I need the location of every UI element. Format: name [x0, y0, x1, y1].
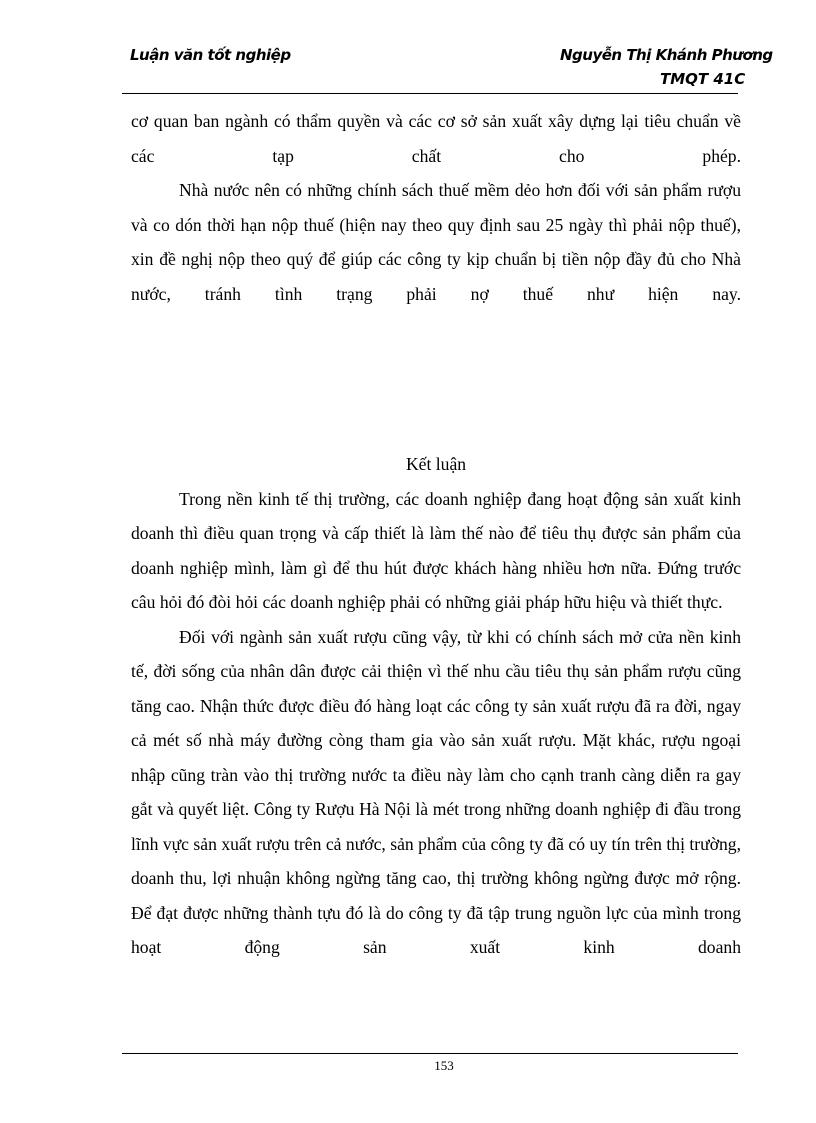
- body-block-recommendations: [131, 104, 741, 311]
- header-class-code: TMQT 41C: [660, 70, 746, 88]
- paragraph-1: cơ quan ban ngành có thẩm quyền và các cơ sở sản xuất xây dựng lại tiêu chuẩn về các tạp chất cho phép.: [131, 111, 741, 166]
- paragraph-2: Nhà nước nên có những chính sách thuế mềm dẻo hơn đối với sản phẩm rượu và co dón thời hạn nộp thuế (hiện nay theo quy định sau 25 ngày thì phải nộp thuế), xin đề nghị nộp theo quý để giúp các công ty kịp chuẩn bị tiền nộp đầy đủ cho Nhà nước, tránh tình trạng phải nợ thuế như hiện nay.: [131, 180, 741, 304]
- paragraph-4: Đối với ngành sản xuất rượu cũng vậy, từ khi có chính sách mở cửa nền kinh tế, đời sống của nhân dân được cải thiện vì thế nhu cầu tiêu thụ sản phẩm rượu cũng tăng cao. Nhận thức được điều đó hàng loạt các công ty sản xuất rượu đã ra đời, ngay cả mét số nhà máy đường còng tham gia vào sản xuất rượu. Mặt khác, rượu ngoại nhập cũng tràn vào thị trường nước ta điều này làm cho cạnh tranh càng diễn ra gay gắt và quyết liệt. Công ty Rượu Hà Nội là mét trong những doanh nghiệp đi đầu trong lĩnh vực sản xuất rượu trên cả nước, sản phẩm của công ty đã có uy tín trên thị trường, doanh thu, lợi nhuận không ngừng tăng cao, thị trường không ngừng được mở rộng. Để đạt được những thành tựu đó là do công ty đã tập trung nguồn lực của mình trong hoạt động sản xuất kinh doanh: [131, 626, 741, 957]
- header-author-name: Nguyễn Thị Khánh Phương: [560, 46, 773, 64]
- header-thesis-label: Luận văn tốt nghiệp: [130, 46, 291, 64]
- conclusion-title: Kết luận: [405, 454, 467, 474]
- footer-divider: [122, 1053, 738, 1054]
- page-number: 153: [434, 1058, 454, 1073]
- header-divider: [122, 93, 738, 94]
- body-block-conclusion: [131, 447, 741, 965]
- paragraph-3: Trong nền kinh tế thị trường, các doanh nghiệp đang hoạt động sản xuất kinh doanh thì điều quan trọng và cấp thiết là làm thế nào để tiêu thụ được sản phẩm của doanh nghiệp mình, làm gì để thu hút được khách hàng nhiều hơn nữa. Đứng trước câu hỏi đó đòi hỏi các doanh nghiệp phải có những giải pháp hữu hiệu và thiết thực.: [131, 488, 741, 612]
